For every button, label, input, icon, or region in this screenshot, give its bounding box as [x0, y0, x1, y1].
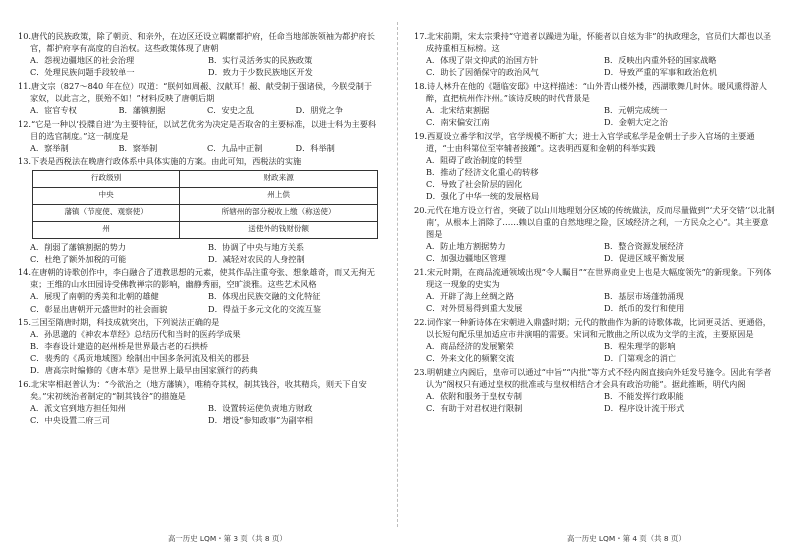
answer-option: C．加强边疆地区管理 [426, 253, 506, 264]
question-stem [414, 130, 776, 154]
column-divider [397, 22, 398, 527]
answer-option: B．基层市场蓬勃涌现 [604, 290, 684, 301]
answer-option: D．增设“参知政事”为副宰相 [208, 415, 313, 426]
answer-option: C．对外贸易得到重大发展 [426, 303, 523, 314]
answer-option: D．科举制 [295, 142, 335, 153]
answer-option: A．商品经济的发展繁荣 [426, 340, 514, 351]
question-block [18, 30, 380, 78]
answer-option: C．处理民族问题手段较单一 [30, 67, 135, 78]
answer-options [414, 240, 776, 264]
answer-option: D．导致严重的军事和政治危机 [604, 67, 718, 78]
question-text: 在唐朝的诗歌创作中，李白融合了道教思想的元素，使其作品注重夸张、想象雄奇，而又无拘无束；王维的山水田园诗受佛教禅宗的影响，幽静秀丽，空旷淡雅。这些艺术风格 [30, 267, 375, 290]
answer-option: D．唐高宗时编修的《唐本草》是世界上最早由国家颁行的药典 [30, 365, 258, 376]
answer-option: D．促进区域平衡发展 [604, 253, 685, 264]
question-text: 北宋宰相赵普认为：“今欲治之（地方藩镇），唯稍夺其权，制其钱谷，收其精兵，则天下自安矣。”宋初统治者制定的“制其钱谷”的措施是 [30, 379, 367, 402]
answer-options [414, 290, 776, 314]
answer-option: D．致力于少数民族地区开发 [208, 67, 313, 78]
question-block [414, 130, 776, 203]
question-number: 12. [18, 118, 32, 129]
table-cell: 所辖州的部分税收上缴（称送使） [180, 204, 378, 221]
table-cell: 送使外的钱财份额 [180, 221, 378, 238]
question-block [18, 118, 380, 154]
table-cell: 州 [33, 221, 180, 238]
answer-options [18, 328, 380, 376]
answer-option: C．杜绝了额外加税的可能 [30, 253, 127, 264]
answer-option: A．孙思邈的《神农本草经》总结历代和当时的医药学成果 [30, 329, 241, 340]
answer-options [18, 142, 380, 154]
question-block [18, 80, 380, 116]
answer-option: C．助长了因循保守的政治风气 [426, 67, 539, 78]
answer-option: D．金朝大定之治 [604, 117, 668, 128]
answer-option: D．程序设计流于形式 [604, 402, 685, 413]
question-number: 11. [18, 80, 32, 91]
answer-option: B．元朝完成统一 [604, 105, 668, 116]
answer-option: B．反映出内重外轻的国家战略 [604, 55, 717, 66]
answer-option: B．不能发挥行政职能 [604, 390, 684, 401]
question-text: 唐代的民族政策，除了朝贡、和亲外，在边区还设立羁縻都护府，任命当地部族领袖为都护府长官，都护府享有高度的自治权。这些政策体现了唐朝 [30, 31, 375, 54]
answer-option: A．阻碍了政治制度的转型 [426, 154, 522, 165]
question-stem [18, 30, 380, 54]
answer-option: C．外来文化的频繁交流 [426, 352, 515, 363]
answer-option: B．整合资源发展经济 [604, 241, 684, 252]
question-text: 明朝建立内阁后，皇帝可以通过“中旨”“内批”等方式不经内阁直接向外廷发号施令。因此有学者认为“阁权只有通过皇权的批准或与皇权相结合才会具有政治功能”。据此推断，明代内阁 [426, 366, 772, 389]
question-stem [18, 378, 380, 402]
answer-options [414, 154, 776, 202]
question-number: 17. [414, 31, 428, 41]
table-cell: 藩镇（节度使、观察使） [33, 204, 180, 221]
answer-option: D．减轻对农民的人身控制 [208, 253, 305, 264]
answer-option: D．纸币的发行和使用 [604, 303, 685, 314]
table-row [33, 204, 378, 221]
question-block [414, 80, 776, 128]
question-text: “它是一种以‘投牒自进’为主要特征，以试艺优劣为决定是否取舍的主要标准，以进士科为主要科目的选官制度。”这一制度是 [30, 118, 377, 141]
answer-option: C．裴秀的《禹贡地域图》绘制出中国多条河流及相关的郡县 [30, 353, 250, 364]
answer-option: A．派文官到地方担任知州 [30, 403, 126, 414]
question-stem [414, 204, 776, 240]
answer-option: D．朋党之争 [295, 105, 344, 116]
answer-option: A．体现了崇文抑武的治国方针 [426, 55, 539, 66]
table-row [33, 187, 378, 204]
answer-option: C．彰显出唐朝开元盛世时的社会面貌 [30, 303, 168, 314]
question-block [414, 204, 776, 264]
question-text: 元代在地方设立行省，突破了以山川地理划分区域的传统做法，反而尽量做到“‘犬牙交错’‘以北制南’，从根本上消除了……赖以自重的自然地理之险，区域经济之利，一方民众之心”。其主要意图是 [426, 204, 775, 239]
question-text: 西夏设立番学和汉学，官学规模不断扩大；进士入官学或私学是金朝士子步入官场的主要通道，“士由科第位至宰辅者接踵”。这表明西夏和金朝的科举实践 [426, 130, 755, 153]
question-stem [414, 316, 776, 340]
answer-options [18, 290, 380, 314]
answer-options [18, 104, 380, 116]
question-number: 10. [18, 31, 32, 41]
question-text: 词作家一种新诗体在宋朝进入鼎盛时期；元代的散曲作为新的诗歌体裁，比词更灵活、更通俗，以长短句配乐里加适应市井演唱的需要。宋词和元散曲之所以成为文学的主流，主要原因是 [426, 316, 771, 339]
question-text: 宋元时期，在商品流通领域出现“令人瞩目”“在世界商业史上也是大幅度领先”的新现象。下列体现这一现象的史实为 [426, 266, 772, 289]
question-block [18, 316, 380, 376]
question-text: 下表是西税法在晚唐行政体系中具体实施的方案。由此可知，西税法的实施 [31, 156, 302, 167]
question-stem [414, 80, 776, 104]
table-cell: 中央 [33, 187, 180, 204]
answer-options [414, 54, 776, 78]
answer-options [18, 402, 380, 426]
question-number: 22. [414, 316, 428, 327]
question-stem [414, 266, 776, 290]
answer-option: B．体现出民族交融的文化特征 [208, 291, 321, 302]
answer-option: A．察举制 [30, 142, 69, 153]
answer-option: C．安史之乱 [207, 105, 255, 116]
answer-option: B．察举制 [118, 142, 158, 153]
question-block [18, 155, 380, 264]
answer-option: C．中央设置二府三司 [30, 415, 110, 426]
question-text: 诗人林升在他的《题临安邸》中这样描述：“山外青山楼外楼，西湖歌舞几时休。暖风熏得游人醉，直把杭州作汴州。”该诗反映的时代背景是 [426, 80, 767, 103]
table-row [33, 221, 378, 238]
answer-option: B．李春设计建造的赵州桥是世界最古老的石拱桥 [30, 341, 208, 352]
answer-option: B．藩镇割据 [118, 105, 166, 116]
right-column [414, 30, 776, 415]
question-block [18, 378, 380, 426]
answer-option: B．协调了中央与地方关系 [208, 241, 305, 252]
answer-options [414, 390, 776, 414]
question-stem [18, 80, 380, 104]
question-stem [18, 118, 380, 142]
question-stem [414, 30, 776, 54]
table-cell: 州上供 [180, 187, 378, 204]
question-number: 19. [414, 130, 428, 141]
question-text: 北宋前期，宋太宗秉持“守道者以躁进为耻，怀能者以自炫为非”的执政理念，官员们大都也以圣成持重相互标榜。这 [426, 31, 772, 54]
tax-table [32, 170, 378, 239]
page-footer-right: 高一历史 LQM・第 4 页（共 8 页） [567, 534, 686, 543]
question-text: 三国至隋唐时期，科技成就突出，下列说法正确的是 [31, 317, 220, 328]
page-footer-left: 高一历史 LQM・第 3 页（共 8 页） [168, 534, 287, 543]
answer-option: D．得益于多元文化的交流互鉴 [208, 303, 322, 314]
answer-option: A．怨视边疆地区的社会治理 [30, 55, 135, 66]
question-number: 16. [18, 379, 32, 390]
answer-option: B．推动了经济文化重心的转移 [426, 167, 539, 178]
table-cell: 行政级别 [33, 170, 180, 187]
question-number: 14. [18, 267, 32, 278]
question-stem [18, 316, 380, 328]
answer-option: C．导致了社会阶层的固化 [426, 179, 523, 190]
question-block [414, 266, 776, 314]
answer-option: A．防止地方割据势力 [426, 241, 506, 252]
answer-options [18, 241, 380, 265]
question-number: 18. [414, 80, 428, 91]
answer-option: B．设置转运使负责地方财政 [208, 403, 313, 414]
answer-option: C．南宋偏安江南 [426, 117, 490, 128]
question-stem [18, 266, 380, 290]
question-block [18, 266, 380, 314]
question-number: 23. [414, 366, 428, 377]
question-number: 21. [414, 266, 428, 277]
question-block [414, 366, 776, 414]
answer-options [414, 340, 776, 364]
answer-option: A．削弱了藩镇割据的势力 [30, 241, 126, 252]
answer-option: A．宦官专权 [30, 105, 77, 116]
answer-option: D．强化了中华一统的发展格局 [426, 191, 540, 202]
question-block [414, 316, 776, 364]
answer-option: B．程朱理学的影响 [604, 340, 676, 351]
answer-option: C．有助于对君权进行限制 [426, 402, 523, 413]
question-stem [18, 155, 380, 167]
answer-options [414, 104, 776, 128]
table-row [33, 170, 378, 187]
answer-options [18, 54, 380, 78]
answer-option: D．门第观念的消亡 [604, 352, 677, 363]
question-number: 15. [18, 317, 32, 328]
answer-option: B．实行灵活务实的民族政策 [208, 55, 313, 66]
question-text: 唐文宗（827～840 年在位）叹道：“朕何如周赧、汉献耳！赧、献受制于强诸侯，今朕受制于家奴，以此言之，朕殆不如！”材料反映了唐朝后期 [30, 80, 373, 103]
question-block [414, 30, 776, 78]
answer-option: A．北宋结束割据 [426, 105, 490, 116]
answer-option: A．展现了南朝的秀美和北朝的雄健 [30, 291, 159, 302]
answer-option: A．开辟了海上丝绸之路 [426, 290, 514, 301]
question-number: 13. [18, 156, 32, 167]
answer-option: C．九品中正制 [207, 142, 263, 153]
table-cell: 财政来源 [180, 170, 378, 187]
answer-option: A．依附和服务于皇权专制 [426, 390, 522, 401]
question-number: 20. [414, 204, 428, 215]
question-stem [414, 366, 776, 390]
left-column [18, 30, 380, 428]
